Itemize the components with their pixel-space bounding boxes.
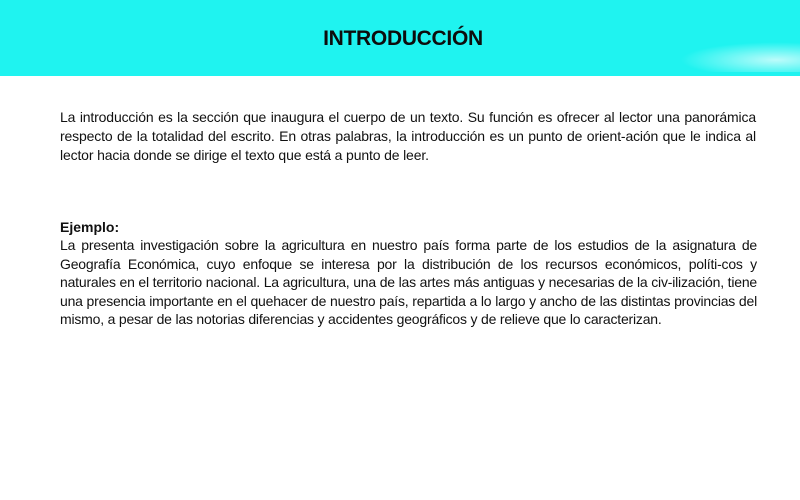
example-paragraph: La presenta investigación sobre la agricultura en nuestro país forma parte de los estudios de la asignatura de Geografía Económica, cuyo enfoque se interesa por la distribución de los recursos económicos, políti-cos y naturales en el territorio nacional. La agricultura, una de las artes más antiguas y necesarias de la civ-ilización, tiene una presencia importante en el quehacer de nuestro país, repartida a lo largo y ancho de las distintas provincias del mismo, a pesar de las notorias diferencias y accidentes geográficos y de relieve que lo caracterizan. [60,237,757,327]
page-title: INTRODUCCIÓN [323,27,483,50]
intro-paragraph: La introducción es la sección que inaugura el cuerpo de un texto. Su función es ofrecer al lector una panorámica respecto de la totalidad del escrito. En otras palabras, la introducción es un punto de orient-ación que le indica al lector hacia donde se dirige el texto que está a punto de leer. [60,109,756,163]
example-label: Ejemplo: [60,219,120,235]
header-banner [0,0,800,76]
